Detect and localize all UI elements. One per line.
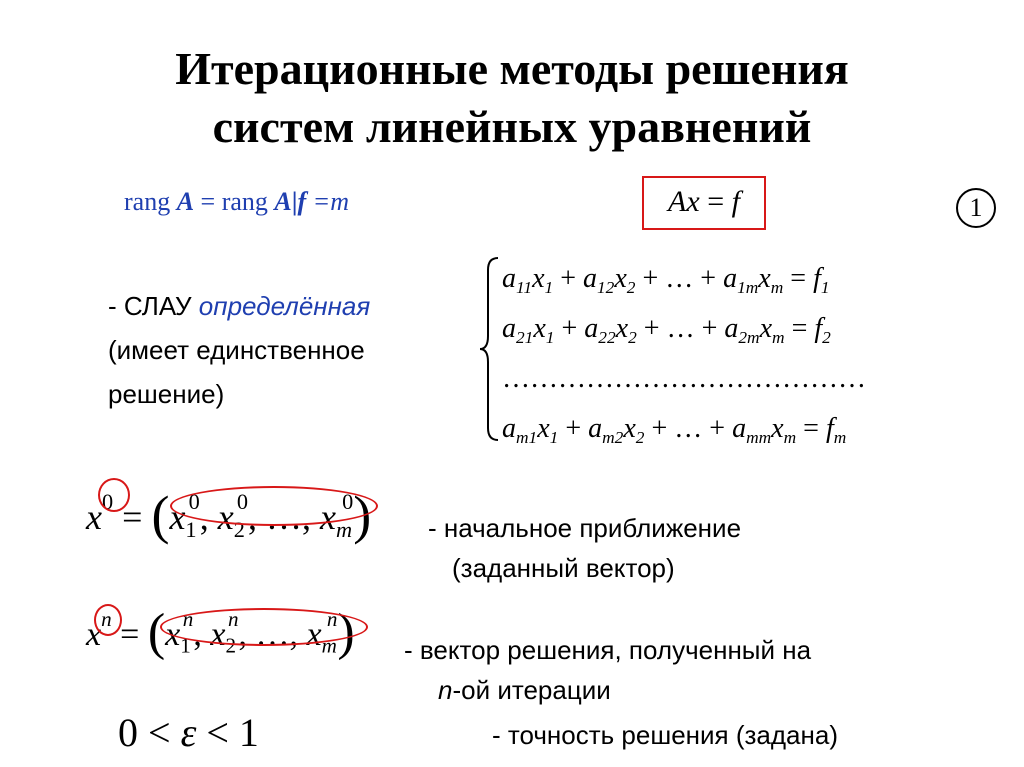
math-token: , <box>238 616 256 653</box>
equals-sign: = <box>194 187 222 216</box>
matrix-A: A <box>274 187 292 216</box>
math-token: 2 <box>233 516 245 542</box>
math-token: = <box>796 413 826 444</box>
right-paren: ) <box>337 604 355 661</box>
math-token: m <box>833 428 847 448</box>
math-token: n <box>326 607 338 632</box>
title-line-1: Итерационные методы решения <box>175 43 849 94</box>
math-token: m1 <box>516 428 538 448</box>
math-token: x <box>169 497 186 537</box>
main-eq-left: Ax <box>668 185 700 218</box>
right-paren: ) <box>353 485 372 545</box>
less-than: < <box>196 710 239 755</box>
math-token: m2 <box>602 428 624 448</box>
math-token: 2 <box>626 278 636 298</box>
math-token: x <box>537 413 550 444</box>
math-token: 1 <box>185 516 197 542</box>
math-token: 12 <box>597 278 615 298</box>
math-token: x <box>614 263 627 294</box>
math-token: a <box>583 263 597 294</box>
system-row-1 <box>502 254 866 304</box>
superscript-n: n <box>101 607 112 632</box>
equals-m: =m <box>306 187 349 216</box>
highlight-circle <box>98 478 130 512</box>
initial-desc-line-1: - начальное приближение <box>428 513 742 543</box>
math-token: n <box>227 607 239 632</box>
math-token: x <box>533 313 546 344</box>
one: 1 <box>238 710 259 755</box>
rang-word: rang <box>221 187 268 216</box>
slau-description <box>108 284 370 416</box>
vector-f: f <box>297 187 307 216</box>
math-token: , <box>302 497 321 537</box>
highlight-ellipse <box>160 608 368 646</box>
math-token: + <box>644 413 675 444</box>
x-variable: x <box>86 616 102 653</box>
math-token: a <box>723 263 738 294</box>
initial-description <box>428 508 741 588</box>
initial-desc-line-2: (заданный вектор) <box>452 553 675 583</box>
math-token: 1 <box>820 278 830 298</box>
slau-line-3: решение) <box>108 379 225 409</box>
iteration-desc-rest: -ой итерации <box>452 675 611 705</box>
math-token: 1m <box>737 278 759 298</box>
math-token: a <box>732 413 747 444</box>
math-token: m <box>321 633 337 658</box>
math-token: a <box>584 313 599 344</box>
badge-number: 1 <box>969 193 983 222</box>
math-token: … <box>666 313 695 344</box>
equation-number-badge <box>956 188 996 228</box>
math-token: … <box>266 497 303 537</box>
math-token: + <box>636 313 667 344</box>
highlight-circle <box>94 604 122 636</box>
system-row-2 <box>502 304 866 354</box>
math-token: + <box>702 413 733 444</box>
math-token: x <box>771 413 784 444</box>
iteration-desc-line-1: - вектор решения, полученный на <box>404 635 812 665</box>
main-eq-right: f <box>731 185 740 218</box>
title-line-2: систем линейных уравнений <box>212 101 812 152</box>
math-token: + <box>553 263 583 294</box>
math-token: 2 <box>628 328 637 348</box>
math-token: 1 <box>545 328 555 348</box>
slau-emphasis: определённая <box>198 291 371 321</box>
augment-bar: | <box>291 187 298 216</box>
main-equation-box <box>642 176 766 230</box>
math-token: f <box>813 263 821 294</box>
math-token: x <box>758 263 771 294</box>
math-token: = <box>783 263 814 294</box>
math-token: x <box>320 497 337 537</box>
math-token: f <box>814 313 823 344</box>
math-token: + <box>554 313 585 344</box>
superscript-zero: 0 <box>101 488 114 514</box>
math-token: 0 <box>236 488 249 514</box>
equals-sign: = <box>113 497 152 537</box>
rank-condition <box>124 186 349 218</box>
epsilon-description: - точность решения (задана) <box>492 720 838 750</box>
math-token: 22 <box>598 328 616 348</box>
math-token: a <box>502 263 516 294</box>
math-token: = <box>784 313 815 344</box>
math-token: m <box>783 428 797 448</box>
slau-line-2: (имеет единственное <box>108 335 365 365</box>
math-token: + <box>635 263 666 294</box>
math-token: m <box>336 516 353 542</box>
math-token: a <box>502 413 516 444</box>
math-token: m <box>770 278 784 298</box>
math-token: + <box>693 263 724 294</box>
math-token: x <box>210 616 226 653</box>
math-token: … <box>674 413 703 444</box>
zero: 0 <box>118 710 138 755</box>
math-token: x <box>532 263 545 294</box>
iteration-description <box>404 630 811 710</box>
math-token: x <box>623 413 636 444</box>
math-token: 2m <box>738 328 760 348</box>
math-token: 0 <box>188 488 200 514</box>
iteration-n: n <box>438 675 453 705</box>
equals-sign: = <box>111 616 148 653</box>
math-token: 1 <box>549 428 559 448</box>
x-variable: x <box>86 497 102 537</box>
math-token: m <box>772 328 785 348</box>
math-token: x <box>759 313 773 344</box>
rang-word: rang <box>124 187 171 216</box>
math-token: x <box>165 616 181 653</box>
math-token: , <box>248 497 267 537</box>
math-token: 11 <box>516 278 533 298</box>
math-token: a <box>724 313 739 344</box>
math-token: , <box>199 497 218 537</box>
system-row-m <box>502 404 866 454</box>
left-paren: ( <box>147 604 166 661</box>
math-token: a <box>588 413 603 444</box>
math-token: 2 <box>225 633 236 658</box>
equals-sign: = <box>699 185 732 218</box>
math-token: … <box>665 263 694 294</box>
linear-system <box>502 254 866 454</box>
math-token: 21 <box>516 328 534 348</box>
math-token: x <box>306 616 322 653</box>
system-brace <box>478 256 502 442</box>
highlight-ellipse <box>170 486 378 526</box>
math-token: + <box>694 313 725 344</box>
math-token: f <box>825 413 834 444</box>
math-token: … <box>255 616 290 653</box>
math-token: a <box>502 313 516 344</box>
math-token: + <box>558 413 589 444</box>
math-token: 2 <box>822 328 831 348</box>
math-token: x <box>615 313 629 344</box>
math-token: 1 <box>544 278 554 298</box>
epsilon: ε <box>180 710 197 755</box>
math-token: x <box>217 497 234 537</box>
math-token: 0 <box>342 488 354 514</box>
math-token: 1 <box>180 633 191 658</box>
math-token: , <box>289 616 307 653</box>
math-token: , <box>193 616 211 653</box>
system-row-dots: ………………………………… <box>502 363 866 394</box>
math-token: mm <box>746 428 772 448</box>
less-than: < <box>138 710 181 755</box>
left-paren: ( <box>151 485 170 545</box>
slau-prefix: - СЛАУ <box>108 291 199 321</box>
math-token: n <box>182 607 194 632</box>
page-title <box>0 40 1024 156</box>
matrix-A: A <box>176 187 195 216</box>
math-token: 2 <box>635 428 645 448</box>
epsilon-inequality <box>118 708 259 758</box>
